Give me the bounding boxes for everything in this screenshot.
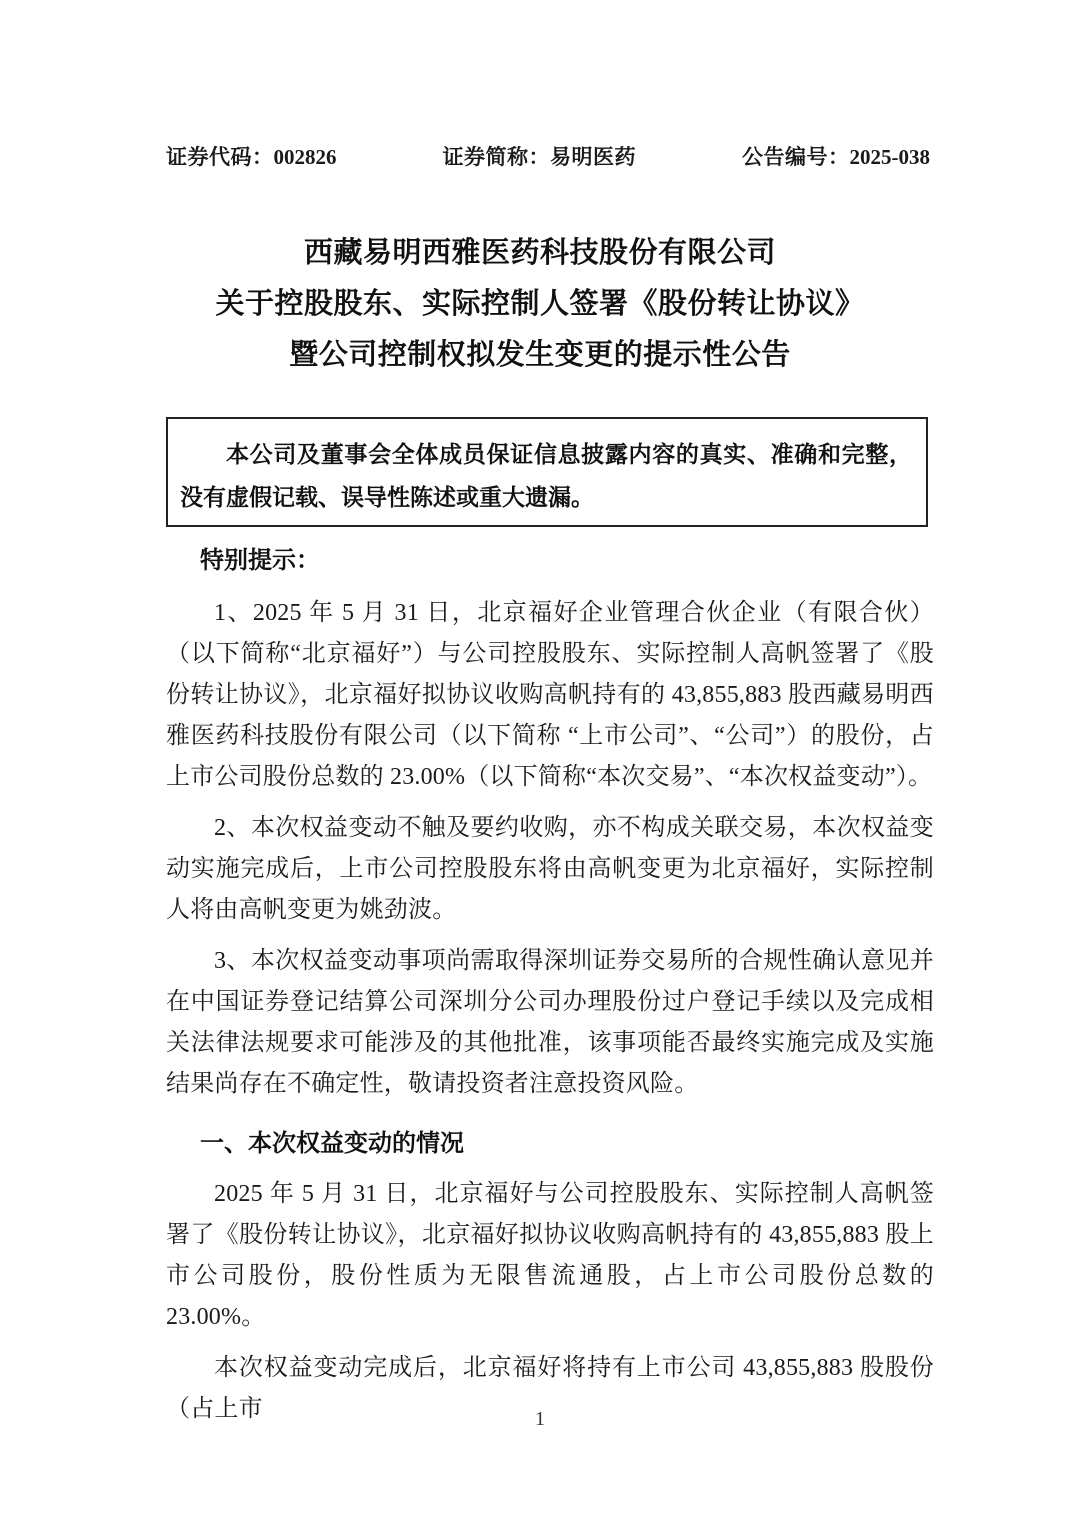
- title-line-3: 暨公司控制权拟发生变更的提示性公告: [289, 339, 791, 371]
- section-one-paragraph: 本次权益变动完成后，北京福好将持有上市公司 43,855,883 股股份（占上市: [166, 1355, 934, 1422]
- page-title: [120, 228, 960, 381]
- security-code-value: 002826: [273, 145, 337, 169]
- announcement-number: [742, 141, 930, 171]
- notice-item: 3、本次权益变动事项尚需取得深圳证券交易所的合规性确认意见并在中国证券登记结算公司深圳分公司办理股份过户登记手续以及完成相关法律法规要求可能涉及的其他批准，该事项能否最终实施完成及实施结果尚存在不确定性，敬请投资者注意投资风险。: [166, 948, 934, 1097]
- security-name-value: 易明医药: [550, 146, 636, 169]
- security-code: [166, 141, 337, 171]
- disclaimer-box: [166, 417, 928, 527]
- special-notice-label: 特别提示：: [200, 547, 320, 574]
- announcement-number-label: 公告编号：: [742, 146, 850, 169]
- notice-item: 1、2025 年 5 月 31 日，北京福好企业管理合伙企业（有限合伙）（以下简称“北京福好”）与公司控股股东、实际控制人高帆签署了《股份转让协议》，北京福好拟协议收购高帆持有的 43,855,883 股西藏易明西雅医药科技股份有限公司（以下简称 “上市公司”、“公司”）的股份，占上市公司股份总数的 23.00%（以下简称“本次交易”、“本次权益变动”）。: [166, 600, 934, 790]
- security-name: [443, 141, 637, 171]
- document-header: [166, 141, 930, 171]
- disclaimer-text: 本公司及董事会全体成员保证信息披露内容的真实、准确和完整，没有虚假记载、误导性陈述或重大遗漏。: [180, 441, 912, 510]
- title-line-2: 关于控股股东、实际控制人签署《股份转让协议》: [215, 288, 865, 320]
- notice-item: 2、本次权益变动不触及要约收购，亦不构成关联交易，本次权益变动实施完成后，上市公司控股股东将由高帆变更为北京福好，实际控制人将由高帆变更为姚劲波。: [166, 815, 934, 923]
- security-code-label: 证券代码：: [166, 146, 274, 169]
- document-body: [166, 540, 934, 1440]
- security-name-label: 证券简称：: [442, 146, 550, 169]
- section-heading-one: 一、本次权益变动的情况: [200, 1130, 464, 1157]
- page-number: 1: [535, 1408, 545, 1430]
- announcement-number-value: 2025-038: [849, 145, 930, 169]
- section-one-paragraph: 2025 年 5 月 31 日，北京福好与公司控股股东、实际控制人高帆签署了《股份转让协议》，北京福好拟协议收购高帆持有的 43,855,883 股上市公司股份，股份性质为无限售流通股，占上市公司股份总数的 23.00%。: [166, 1181, 934, 1330]
- title-line-1: 西藏易明西雅医药科技股份有限公司: [303, 237, 776, 269]
